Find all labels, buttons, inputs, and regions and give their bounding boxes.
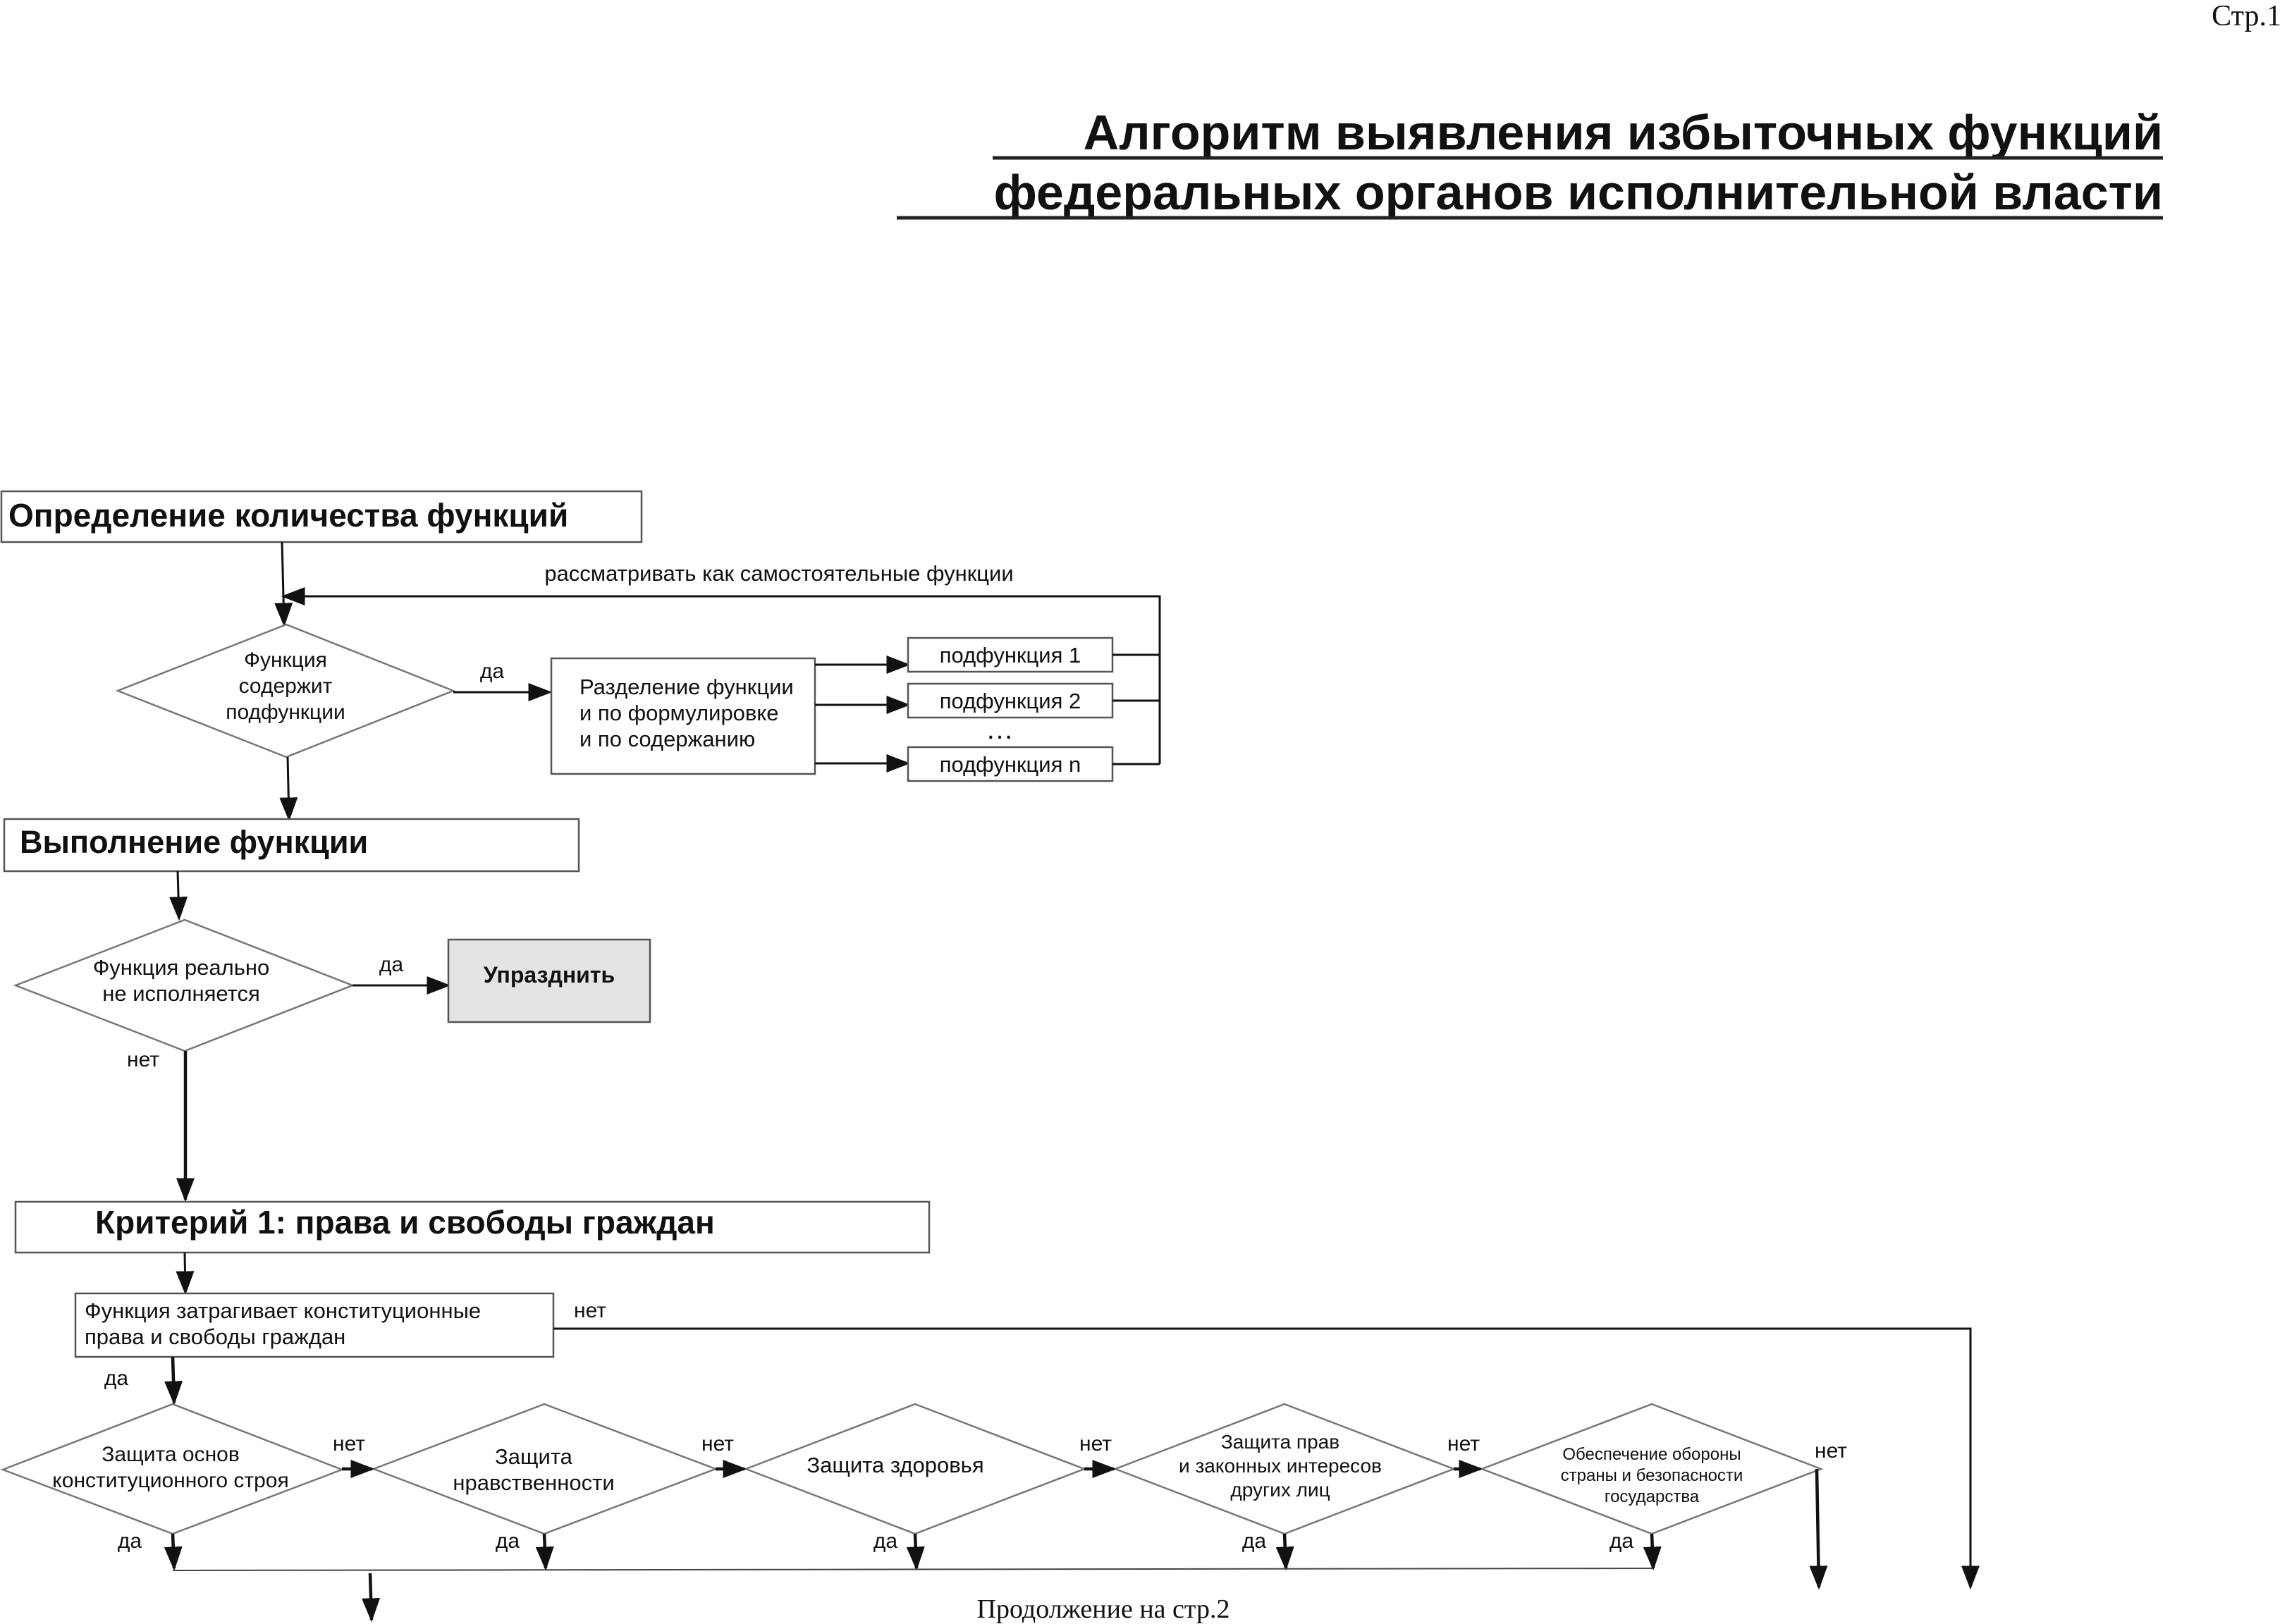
criterion-2-line-2: нравственности	[453, 1470, 615, 1495]
criterion-4-line-2: и законных интересов	[1179, 1455, 1382, 1477]
arrow-decision-to-execution	[288, 757, 289, 819]
subfunction-2-label: подфункция 2	[939, 689, 1081, 713]
split-box-line-1: Разделение функции	[580, 675, 794, 699]
arrow-to-next-page	[370, 1573, 372, 1620]
criterion-2-line-1: Защита	[495, 1444, 572, 1469]
label-no-1: нет	[333, 1432, 365, 1456]
subfunction-1-label: подфункция 1	[939, 643, 1081, 668]
criterion-5-line-1: Обеспечение обороны	[1562, 1445, 1741, 1464]
subfunction-ellipsis: …	[986, 714, 1014, 745]
criterion-5-line-2: страны и безопасности	[1560, 1466, 1743, 1485]
criterion-morality-diamond	[374, 1404, 716, 1534]
decision-contains-line-3: подфункции	[226, 701, 345, 724]
title-line-1: Алгоритм выявления избыточных функций	[1083, 105, 2163, 160]
constitutional-box-line-1: Функция затрагивает конституционные	[85, 1298, 482, 1323]
criterion-1-line-1: Защита основ	[102, 1443, 240, 1466]
subfunction-n-label: подфункция n	[939, 752, 1081, 777]
decision-not-executed-line-2: не исполняется	[102, 981, 260, 1006]
label-no-execution: нет	[127, 1048, 159, 1071]
label-yes-1: да	[117, 1530, 142, 1553]
label-yes-5: да	[1609, 1530, 1634, 1553]
split-box-line-2: и по формулировке	[580, 701, 779, 725]
label-no-2: нет	[701, 1432, 734, 1456]
page-number: Стр.1	[2212, 0, 2281, 32]
arrow-execution-to-decision	[178, 871, 179, 918]
label-no-constitutional: нет	[574, 1299, 606, 1322]
label-yes-split: да	[479, 660, 505, 683]
count-functions-header: Определение количества функций	[8, 497, 569, 534]
criterion-3-line-1: Защита здоровья	[807, 1453, 984, 1477]
criterion-5-line-3: государства	[1604, 1487, 1700, 1506]
abolish-label: Упразднить	[483, 962, 615, 988]
title-line-2: федеральных органов исполнительной власти	[993, 165, 2163, 220]
yes-collector-line	[173, 1568, 1653, 1570]
execution-header: Выполнение функции	[20, 824, 369, 860]
arrow-header-to-decision	[282, 542, 284, 625]
decision-contains-line-1: Функция	[244, 648, 327, 672]
loop-label: рассматривать как самостоятельные функции	[544, 561, 1014, 586]
arrow-yes-1	[173, 1534, 174, 1568]
split-box-line-3: и по содержанию	[580, 727, 756, 751]
decision-not-executed-line-1: Функция реально	[92, 955, 270, 980]
criterion-4-line-1: Защита прав	[1220, 1431, 1340, 1453]
arrow-yes-to-criteria	[173, 1357, 174, 1403]
decision-contains-line-2: содержит	[238, 675, 333, 698]
arrow-yes-5	[1652, 1534, 1653, 1568]
continuation-note: Продолжение на стр.2	[976, 1594, 1230, 1624]
label-yes-abolish: да	[379, 953, 404, 976]
criterion-4-line-3: других лиц	[1230, 1479, 1330, 1501]
label-yes-constitutional: да	[104, 1367, 129, 1390]
label-yes-3: да	[873, 1530, 898, 1553]
criterion-1-line-2: конституционного строя	[52, 1469, 289, 1492]
label-yes-2: да	[495, 1530, 520, 1553]
criterion-1-header: Критерий 1: права и свободы граждан	[95, 1204, 715, 1241]
label-no-4: нет	[1447, 1432, 1480, 1456]
label-yes-4: да	[1241, 1530, 1267, 1553]
arrow-yes-3	[915, 1534, 916, 1568]
arrow-no-last	[1817, 1469, 1819, 1587]
arrow-yes-4	[1284, 1534, 1286, 1568]
constitutional-box-line-2: права и свободы граждан	[85, 1324, 346, 1349]
label-no-5: нет	[1815, 1439, 1847, 1463]
arrow-yes-2	[544, 1534, 546, 1568]
label-no-3: нет	[1079, 1432, 1112, 1456]
